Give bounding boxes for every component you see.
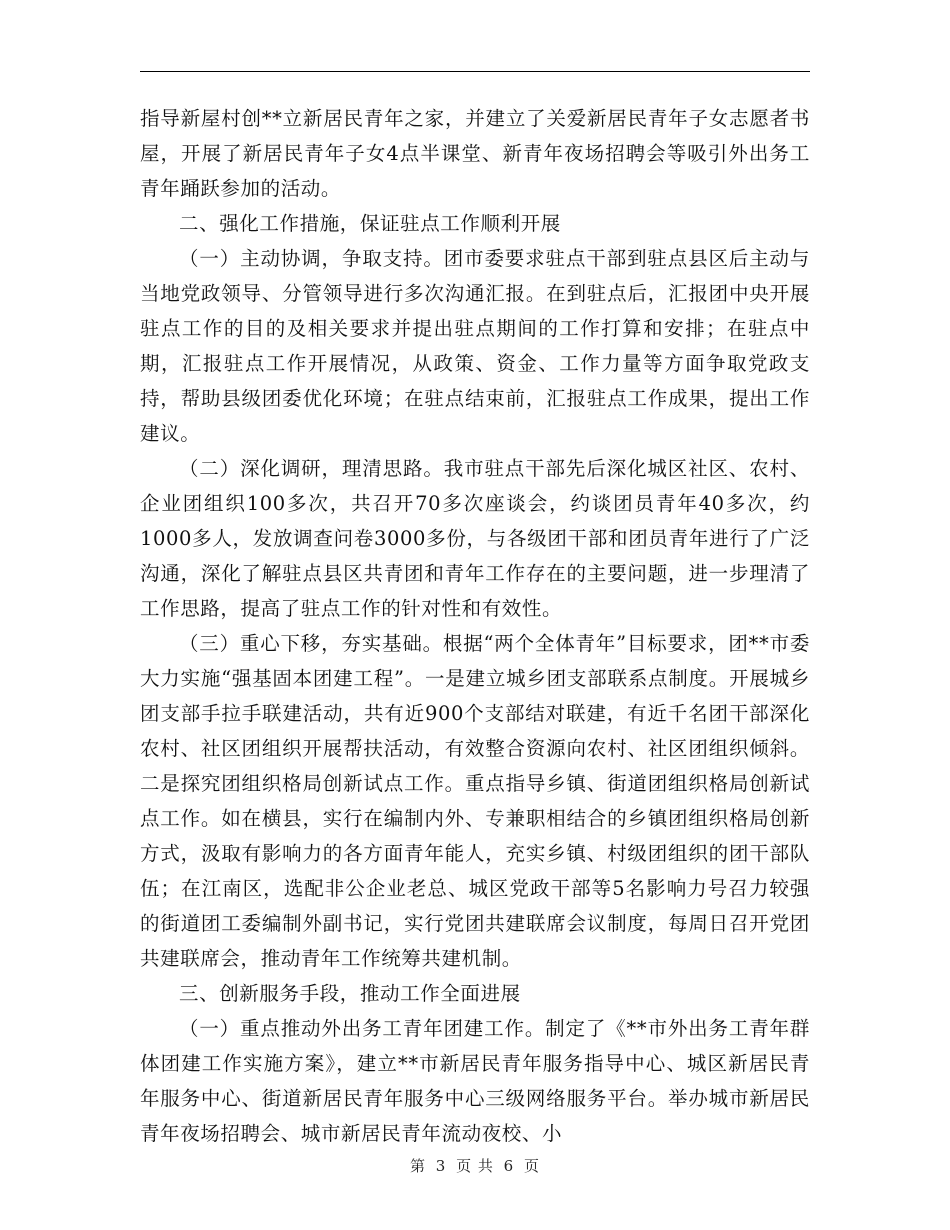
current-page-number: 3 — [435, 1157, 447, 1175]
paragraph-2-2: （二）深化调研，理清思路。我市驻点干部先后深化城区社区、农村、企业团组织100多次，共召开70多次座谈会，约谈团员青年40多次，约1000多人，发放调查问卷3000多份，与各级团干部和团员青年进行了广泛沟通，深化了解驻点县区共青团和青年工作存在的主要问题，进一步理清了工作思路，提高了驻点工作的针对性和有效性。 — [140, 457, 810, 620]
paragraph-1: 指导新屋村创**立新居民青年之家，并建立了关爱新居民青年子女志愿者书屋，开展了新居民青年子女4点半课堂、新青年夜场招聘会等吸引外出务工青年踊跃参加的活动。 — [140, 107, 810, 200]
section-heading-2: 二、强化工作措施，保证驻点工作顺利开展 — [179, 212, 561, 235]
document-body — [140, 101, 810, 1151]
total-page-number: 6 — [503, 1157, 515, 1175]
paragraph-2-1: （一）主动协调，争取支持。团市委要求驻点干部到驻点县区后主动与当地党政领导、分管领导进行多次沟通汇报。在到驻点后，汇报团中央开展驻点工作的目的及相关要求并提出驻点期间的工作打算和安排；在驻点中期，汇报驻点工作开展情况，从政策、资金、工作力量等方面争取党政支持，帮助县级团委优化环境；在驻点结束前，汇报驻点工作成果，提出工作建议。 — [140, 247, 810, 445]
page-footer — [0, 1155, 950, 1176]
paragraph-3-1: （一）重点推动外出务工青年团建工作。制定了《**市外出务工青年群体团建工作实施方案》，建立**市新居民青年服务指导中心、城区新居民青年服务中心、街道新居民青年服务中心三级网络服务平台。举办城市新居民青年夜场招聘会、城市新居民青年流动夜校、小 — [140, 1017, 810, 1145]
section-heading-3: 三、创新服务手段，推动工作全面进展 — [179, 982, 521, 1005]
header-rule — [140, 71, 810, 72]
footer-middle: 页 共 — [456, 1157, 494, 1175]
footer-suffix: 页 — [524, 1157, 541, 1175]
footer-prefix: 第 — [409, 1157, 426, 1175]
paragraph-2-3: （三）重心下移，夯实基础。根据“两个全体青年”目标要求，团**市委大力实施“强基固本团建工程”。一是建立城乡团支部联系点制度。开展城乡团支部手拉手联建活动，共有近900个支部结对联建，有近千名团干部深化农村、社区团组织开展帮扶活动，有效整合资源向农村、社区团组织倾斜。二是探究团组织格局创新试点工作。重点指导乡镇、街道团组织格局创新试点工作。如在横县，实行在编制内外、专兼职相结合的乡镇团组织格局创新方式，汲取有影响力的各方面青年能人，充实乡镇、村级团组织的团干部队伍；在江南区，选配非公企业老总、城区党政干部等5名影响力号召力较强的街道团工委编制外副书记，实行党团共建联席会议制度，每周日召开党团共建联席会，推动青年工作统筹共建机制。 — [140, 632, 810, 970]
